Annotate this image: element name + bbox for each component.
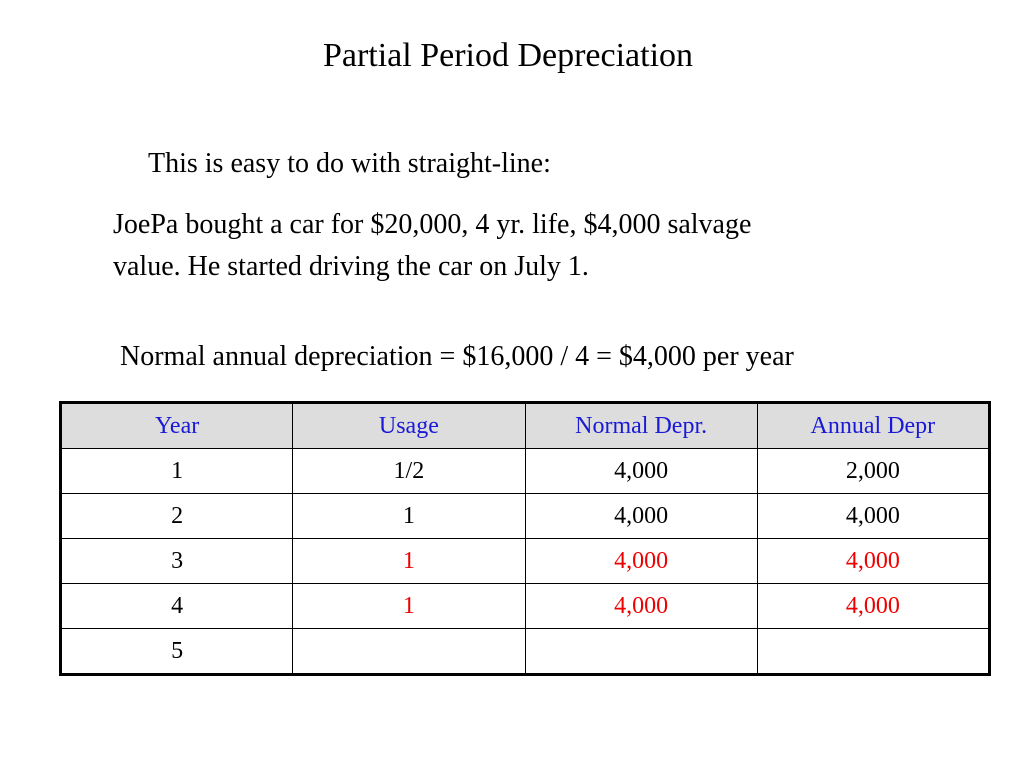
cell-usage: 1/2: [293, 449, 525, 494]
table-row: [61, 629, 990, 675]
cell-normal-depr: [525, 629, 757, 675]
depreciation-table: [59, 401, 991, 676]
cell-annual-depr: 2,000: [757, 449, 989, 494]
cell-annual-depr: 4,000: [757, 539, 989, 584]
table-row: [61, 494, 990, 539]
cell-usage: 1: [293, 494, 525, 539]
intro-text: This is easy to do with straight-line:: [148, 148, 551, 179]
depreciation-formula: Normal annual depreciation = $16,000 / 4 = $4,000 per year: [120, 341, 794, 372]
table-row: [61, 584, 990, 629]
header-year: Year: [61, 403, 293, 449]
page-title: Partial Period Depreciation: [322, 37, 694, 74]
cell-year: 2: [61, 494, 293, 539]
cell-year: 1: [61, 449, 293, 494]
cell-annual-depr: [757, 629, 989, 675]
header-annual-depr: Annual Depr: [757, 403, 989, 449]
table-header-row: [61, 403, 990, 449]
story-line-2: value. He started driving the car on July 1.: [113, 251, 589, 282]
story-paragraph: [113, 204, 751, 288]
cell-normal-depr: 4,000: [525, 539, 757, 584]
cell-year: 4: [61, 584, 293, 629]
cell-annual-depr: 4,000: [757, 584, 989, 629]
cell-year: 3: [61, 539, 293, 584]
cell-usage: [293, 629, 525, 675]
cell-normal-depr: 4,000: [525, 449, 757, 494]
story-line-1: JoePa bought a car for $20,000, 4 yr. life, $4,000 salvage: [113, 209, 752, 240]
table-row: [61, 449, 990, 494]
cell-year: 5: [61, 629, 293, 675]
cell-usage: 1: [293, 539, 525, 584]
header-normal-depr: Normal Depr.: [525, 403, 757, 449]
table-row: [61, 539, 990, 584]
cell-normal-depr: 4,000: [525, 584, 757, 629]
cell-usage: 1: [293, 584, 525, 629]
header-usage: Usage: [293, 403, 525, 449]
cell-annual-depr: 4,000: [757, 494, 989, 539]
cell-normal-depr: 4,000: [525, 494, 757, 539]
